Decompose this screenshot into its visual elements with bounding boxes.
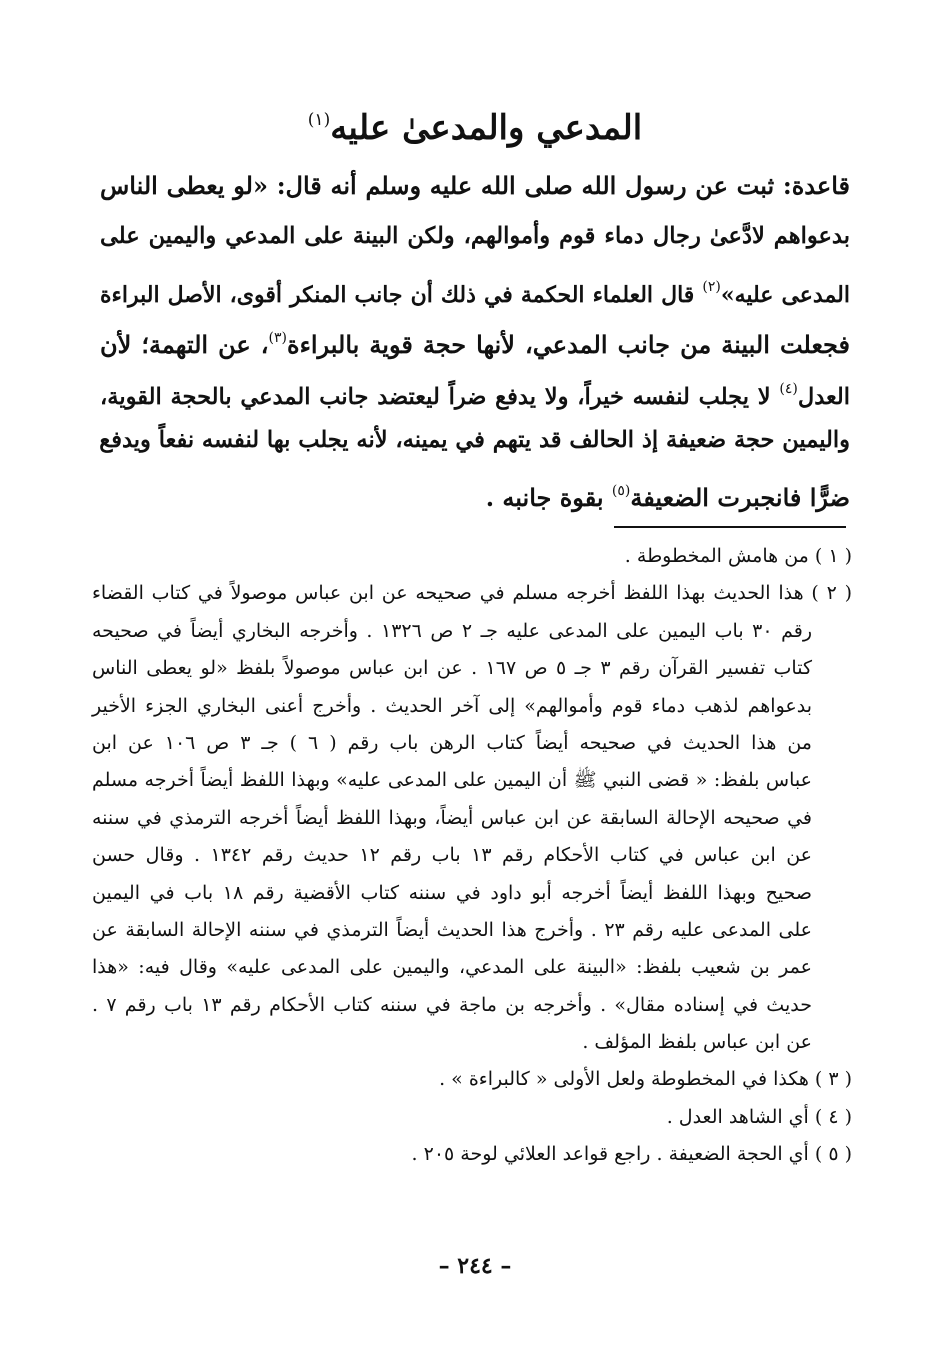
footnote-2-line: عن ابن عباس في كتاب الأحكام رقم ١٣ باب رقم ١٢ حديث رقم ١٣٤٢ . وقال حسن: [92, 844, 813, 867]
main-line-7-text-b: بقوة جانبه .: [485, 483, 604, 512]
main-line-1-text: ثبت عن رسول الله صلى الله عليه وسلم أنه قال: «لو يعطى الناس: [100, 171, 775, 200]
footnote-ref-3: (٣): [268, 330, 288, 346]
page-number: – ٢٤٤ –: [438, 1253, 512, 1279]
footnote-2-line: عمر بن شعيب بلفظ: «البينة على المدعي، واليمين على المدعى عليه» وقال فيه: «هذا: [92, 956, 812, 979]
title-footnote-ref: (١): [307, 110, 331, 130]
main-line-1: [100, 160, 850, 211]
footnote-1: ( ١ ) من هامش المخطوطة .: [624, 545, 852, 567]
main-line-5: [100, 364, 850, 415]
footnote-2-line: عباس بلفظ: « قضى النبي ﷺ أن اليمين على المدعى عليه» وبهذا اللفظ أيضاً أخرجه مسلم: [92, 769, 812, 792]
main-line-2: بدعواهم لادَّعىٰ رجال دماء قوم وأموالهم، ولكن البينة على المدعي واليمين على: [100, 223, 850, 249]
main-line-7-text-a: ضرًّا فانجبرت الضعيفة: [630, 483, 850, 512]
footnote-2-line: عن ابن عباس بلفظ المؤلف .: [582, 1031, 812, 1054]
page-title: [0, 92, 950, 156]
footnote-4: ( ٤ ) أي الشاهد العدل .: [666, 1105, 852, 1128]
main-text: [100, 160, 850, 517]
footnote-2-line: كتاب تفسير القرآن رقم ٣ جـ ٥ ص ١٦٧ . عن ابن عباس موصولاً بلفظ «لو يعطى الناس: [92, 657, 812, 680]
footnote-3: ( ٣ ) هكذا في المخطوطة ولعل الأولى « كالبراءة » .: [439, 1068, 852, 1091]
footnote-2-line: رقم ٣٠ باب اليمين على المدعى عليه جـ ٢ ص ١٣٢٦ . وأخرجه البخاري أيضاً في صحيحه: [92, 619, 812, 642]
main-line-4-text-b: ، عن التهمة؛ لأن: [100, 330, 269, 359]
main-line-4-text-a: فجعلت البينة من جانب المدعي، لأنها حجة قوية بالبراءة: [287, 330, 850, 359]
footnote-ref-4: (٤): [779, 381, 798, 397]
footnote-2-line: على المدعى عليه رقم ٢٣ . وأخرج هذا الحديث أيضاً الترمذي في سننه الإحالة السابقة عن: [92, 918, 812, 941]
rule-label: قاعدة:: [782, 171, 850, 200]
main-line-7: [100, 466, 850, 517]
footnote-2-line: في صحيحه الإحالة السابقة عن ابن عباس أيضاً، وبهذا اللفظ أيضاً أخرجه الترمذي في سننه: [92, 806, 812, 829]
footnotes: [92, 538, 852, 1174]
footnote-2-line: بدعواهم لذهب دماء قوم وأموالهم» إلى آخر الحديث . وأخرج أعنى البخاري الجزء الأخير: [92, 694, 813, 717]
footnote-ref-5: (٥): [611, 483, 631, 499]
footnote-2-line: حديث في إسناده مقال» . وأخرجه بن ماجة في سننه كتاب الأحكام رقم ١٣ باب رقم ٧ .: [92, 993, 812, 1016]
title-text: المدعي والمدعىٰ عليه: [330, 108, 643, 148]
main-line-3-text-a: المدعى عليه»: [720, 282, 850, 308]
footnote-2-line: صحيح وبهذا اللفظ أيضاً أخرجه أبو داود في سننه كتاب الأقضية رقم ١٨ باب في اليمين: [92, 881, 813, 904]
footnote-2-line: من هذا الحديث في صحيحه أيضاً كتاب الرهن باب رقم ( ٦ ) جـ ٣ ص ١٠٦ عن ابن: [92, 731, 812, 754]
footnote-5: ( ٥ ) أي الحجة الضعيفة . راجع قواعد العلائي لوحة ٢٠٥ .: [411, 1143, 852, 1166]
main-line-4: [100, 313, 850, 364]
footnote-divider: [614, 526, 846, 528]
main-line-6: واليمين حجة ضعيفة إذ الحالف قد يتهم في يمينه، لأنه يجلب بها لنفسه نفعاً ويدفع: [99, 427, 850, 453]
main-line-5-text-a: العدل: [797, 384, 850, 410]
main-line-3: [100, 262, 850, 313]
main-line-3-text-b: قال العلماء الحكمة في ذلك أن جانب المنكر أقوى، الأصل البراءة: [100, 282, 695, 308]
footnote-ref-2: (٢): [702, 279, 721, 295]
main-line-5-text-b: لا يجلب لنفسه خيراً، ولا يدفع ضراً ليعتضد جانب المدعي بالحجة القوية،: [100, 384, 771, 410]
footnote-2: ( ٢ ) هذا الحديث بهذا اللفظ أخرجه مسلم في صحيحه عن ابن عباس موصولاً في كتاب القضاء: [92, 582, 853, 605]
